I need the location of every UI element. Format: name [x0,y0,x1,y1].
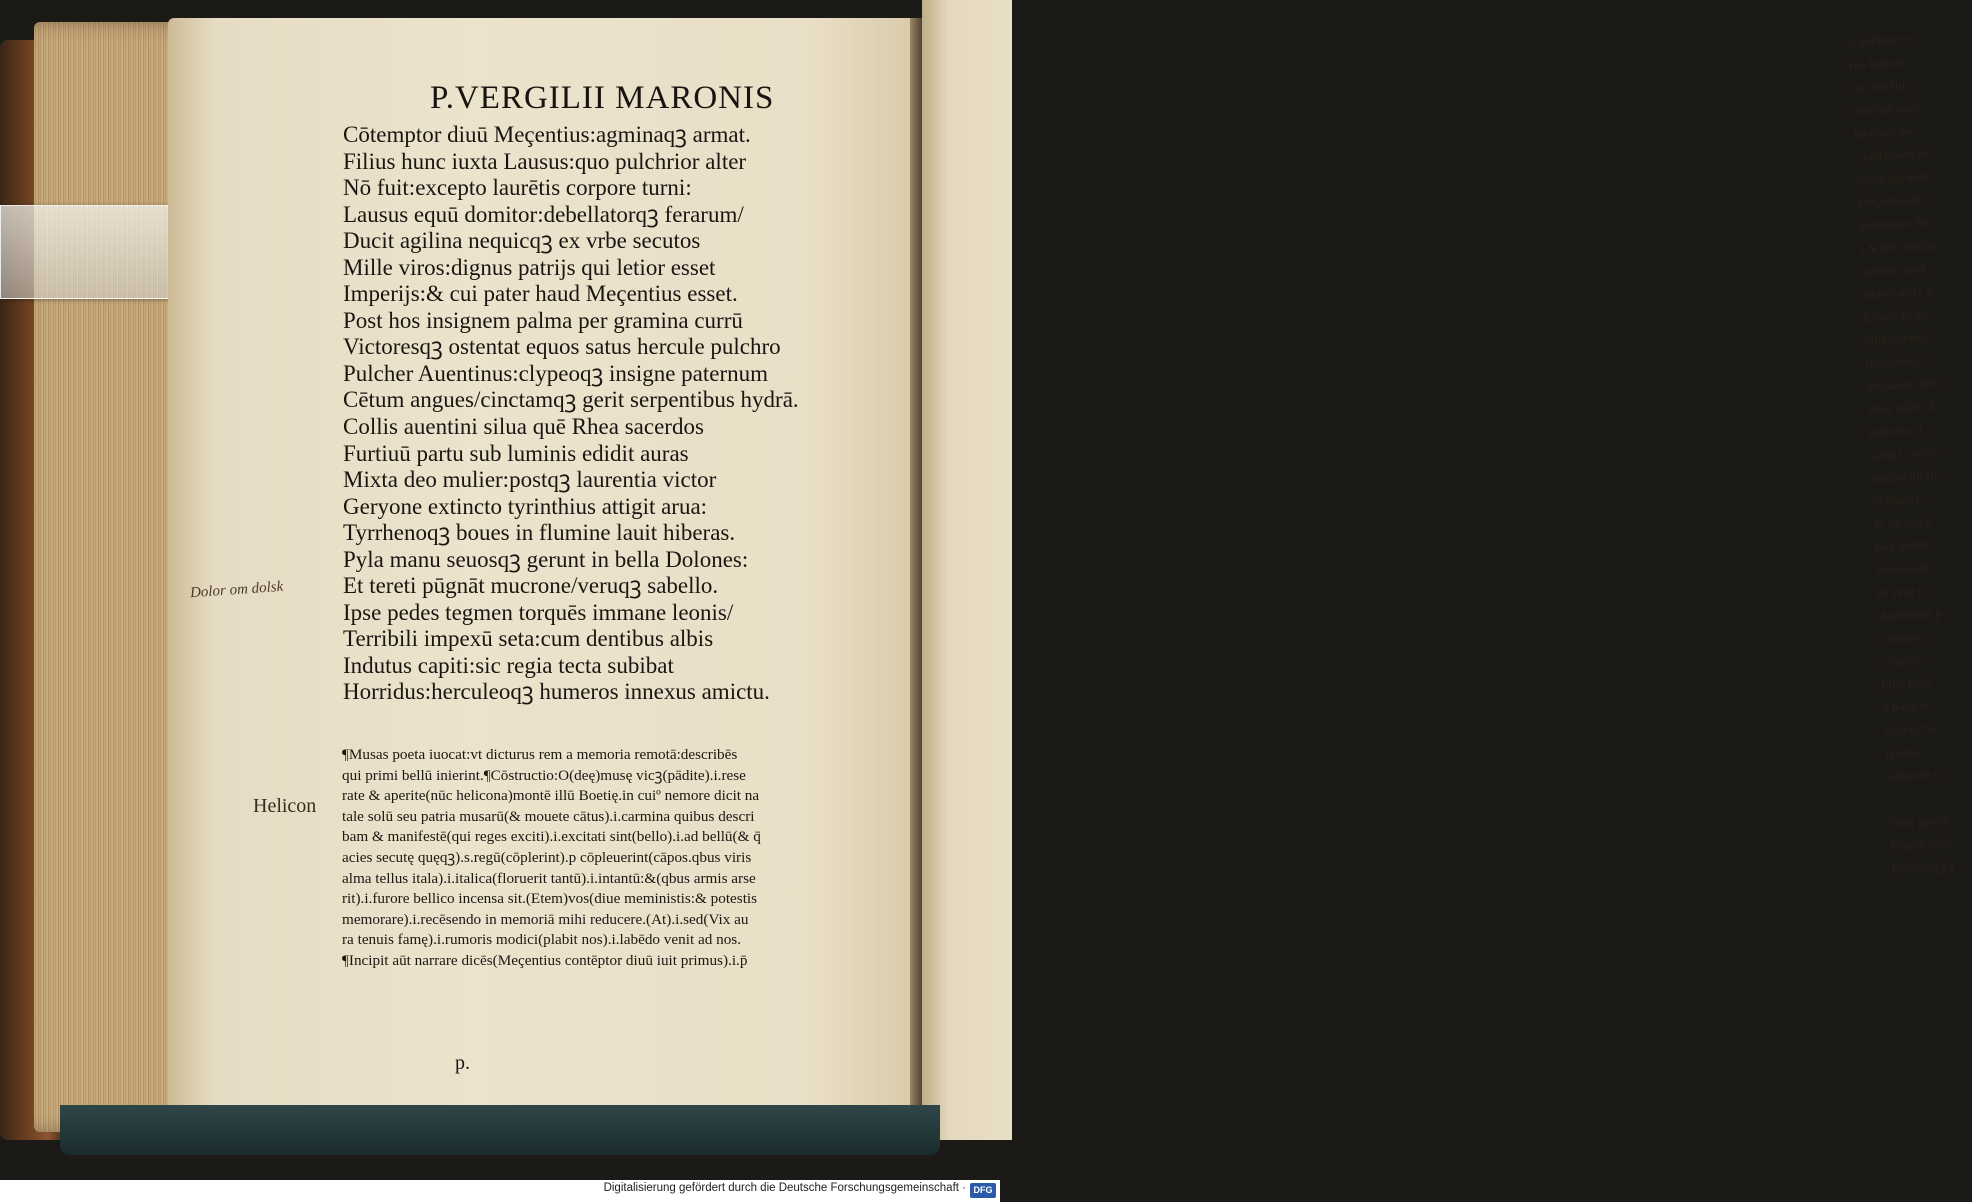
right-page-line: iuentum pa [1853,122,1912,141]
right-page-line: ignus qui esse [1855,167,1930,187]
running-head: P.VERGILII MARONIS [430,80,775,116]
right-page-text [1848,26,1972,880]
commentary-line: tale solū seu patria musarū(& mouete cātus).i.carmina quibus descri [342,807,755,825]
right-page-line: Meçentius)h [1856,191,1923,210]
right-page-line: Fratris tybu [1890,834,1952,853]
verse-line: Lausus equū domitor:debellatorqꝫ ferarum/ [343,201,744,227]
verse-line: Horridus:herculeoqꝫ humeros innexus amictu. [343,679,770,705]
verse-line: Geryone extincto tyrinthius attigit arua: [343,493,708,519]
margin-note-handwritten: Dolor om dolsk [189,578,284,602]
verse-line: Collis auentini silua quē Rhea sacerdos [343,414,704,440]
right-page-line: (arua).i.italic [1869,443,1938,463]
right-page-line: pter indulo [1874,536,1933,555]
commentary-line: qui primi bellū inierint.¶Cōstructio:O(deę)musę vicꝫ(pādite).i.rese [342,766,746,784]
commentary-line: rate & aperite(nūc helicona)montē illū Boetię.in cuiº nemore dicit na [342,787,760,805]
verse-line: Tyrrhenoqꝫ boues in flumine lauit hiberas. [343,520,736,546]
right-page-line: rpentibus.C [1865,352,1927,371]
footer-credit: Digitalisierung gefördert durch die Deutsche Forschungsgemeinschaft · [603,1182,966,1194]
right-page-line: & veru s [1877,582,1923,601]
verse-line: Terribili impexū seta:cum dentibus albis [343,626,714,652]
right-page-line: ntis(paternū [1863,329,1927,348]
verse-line: Pyla manu seuosqꝫ gerunt in bella Dolones: [343,546,749,572]
margin-note-helicon: Helicon [253,795,317,817]
right-page-line: ostentat post [1860,260,1927,279]
right-page-line: & sarisse n [1873,513,1932,532]
right-page-line: ranicas)in flu [1871,466,1941,486]
verse-line: Mixta deo mulier:postqꝫ laurentia victor [343,467,717,493]
right-page-line: amictu he [1884,720,1936,739]
verse-line: Nō fuit:excepto laurētis corpore turni: [343,175,692,201]
right-page-line: s & decorus(sa [1859,236,1937,256]
verse-block [343,122,883,706]
right-page-line: i.sustine [1879,628,1924,647]
book-bottom-edge [60,1105,940,1155]
right-page-line: adiacent:v [1886,766,1941,784]
verse-line: Imperijs:& cui pater haud Meçentius esset. [343,281,738,307]
right-page-line: ictores Et ge [1862,306,1929,325]
right-page-line: bilis indu [1881,674,1932,693]
right-page-line: sub auras lum [1866,374,1940,394]
right-page-line: extincto).i. [1868,421,1926,440]
right-page-line: quidec [1885,744,1921,761]
footer-bar [0,1180,1000,1202]
right-page-line: rus hetrusc [1849,53,1907,72]
commentary-line: acies secutę quęqꝫ).s.regū(cōplerint).p cōpleuerint(cāpos.qbus viris [342,848,752,866]
verse-line: Mille viros:dignus patrijs qui letior esset [343,254,716,280]
verse-line: Ducit agilina nequicqꝫ ex vrbe secutos [343,228,701,254]
commentary-line: ra tenuis famę).i.rumoris modici(plabit nos).i.labēdo venit ad nos. [342,931,741,949]
verse-line: Post hos insignem palma per gramina currū [343,307,743,333]
commentary-line: ¶Musas poeta iuocat:vt dicturus rem a memoria remotā:describēs [342,746,738,763]
commentary-line: bam & manifestē(qui reges exciti).i.excitati sint(bello).i.ad bellū(& q̄ [342,828,761,846]
right-page-line: s tecta re [1883,697,1931,716]
right-page-line: Tum gemin [1889,811,1950,830]
commentary-line: ¶Incipit aūt narrare dicēs(Meçentius contēptor diuū iuit primus).i.p̄ [342,951,748,969]
commentary-line: memorare).i.recēsendo in memoriā mihi reducere.(At).i.sed(Vix au [342,910,749,928]
signature-mark: p. [455,1052,470,1074]
right-page-line: dolose inf [1875,559,1929,578]
right-page-line: silua collis A [1867,397,1937,417]
verse-line: Cētum angues/cinctamqꝫ gerit serpentibus hydrā. [343,387,799,413]
verse-line: Pulcher Auentinus:clypeoqꝫ insigne paternum [343,360,769,386]
right-page-line: Auentinus p [1878,604,1943,624]
verse-line: Cōtemptor diuū Meçentius:agminaqꝫ armat. [343,122,751,147]
verse-line: Indutus capiti:sic regia tecta subibat [343,652,674,678]
right-page-line: ter non fuit [1850,76,1910,95]
right-page-line: Catillusqꝫ a [1891,857,1955,876]
right-page-fragment [922,0,1955,1140]
right-page-line: ontemptor dīu [1857,213,1932,233]
right-page-line: domitor equi [1851,99,1920,118]
verse-line: Furtiuū partu sub luminis edidit auras [343,440,689,466]
verse-line: Filius hunc iuxta Lausus:quo pulchrior alter [343,148,747,174]
commentary-line: alma tellus itala).i.italica(floruerit tantū).i.intantū:&(qbus armis arse [342,869,756,887]
dfg-logo: DFG [970,1183,996,1198]
verse-line: Victoresqꝫ ostentat equos satus hercule pulchro [343,334,781,360]
commentary-line: rit).i.furore bellico incensa sit.(Etem)vos(diue meministis:& potestis [342,890,758,908]
commentary-block [342,745,897,972]
right-page-line: s bella.nam in [1854,145,1928,164]
right-page-line: i.implic [1880,652,1922,670]
verse-line: Et tereti pūgnāt mucrone/veruqꝫ sabello. [343,573,719,599]
verse-line: Ipse pedes tegmen torquēs immane leonis/ [343,599,734,625]
right-page-line: la manu). [1872,490,1923,509]
right-page-line: victoria(per g [1861,282,1933,302]
right-page-line: o bellum,ex [1848,30,1911,49]
